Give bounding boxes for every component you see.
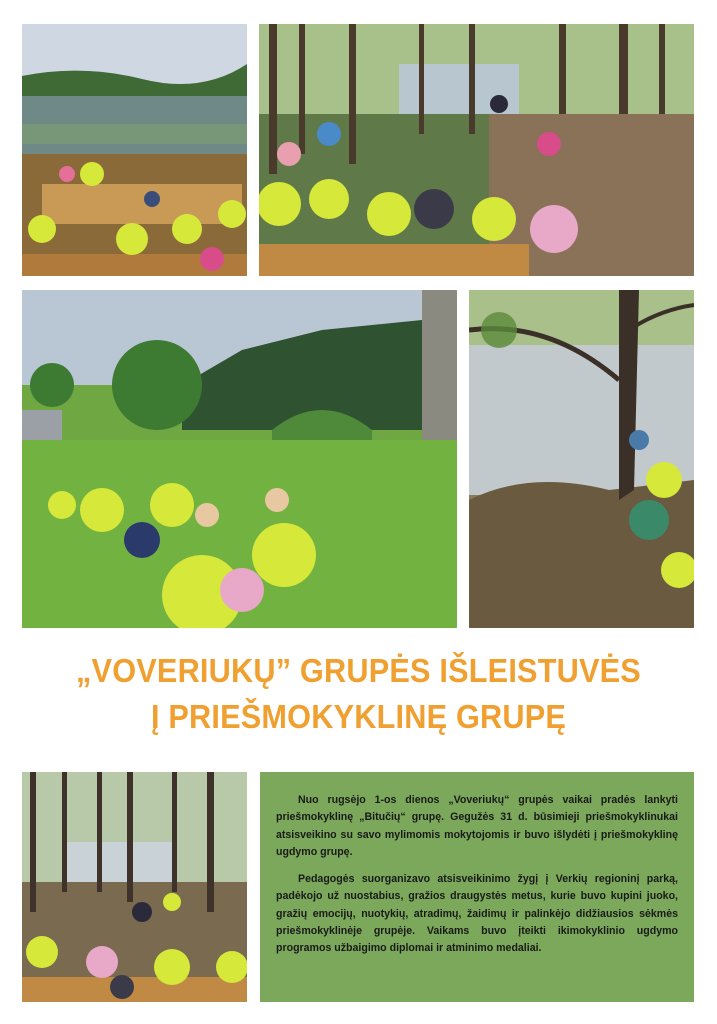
article-text-box [260,772,694,1002]
article-paragraph-1: Nuo rugsėjo 1-os dienos „Voveriukų“ grupės vaikai pradės lankyti priešmokyklinę „Bitučių“ grupę. Gegužės 31 d. būsimieji priešmokyklinukai atsisveikino su savo mylimomis mokytojomis ir buvo išlydėti į priešmokyklinę ugdymo grupę. [276,794,678,858]
photo-forest-group [22,772,247,1002]
photo-meadow-children [22,290,457,628]
article-paragraph-2: Pedagogės suorganizavo atsisveikinimo žygį į Verkių regioninį parką, padėkojo už nuostabius, gražios draugystės metus, kurie buvo kupini juoko, gražių emocijų, nuotykių, atradimų, žaidimų ir palinkėjo didžiausios sėkmės priešmokyklinėje grupėje. Vaikams buvo įteikti ikimokyklinio ugdymo programos užbaigimo diplomai ir atminimo medaliai. [276,873,678,955]
headline-line-1: „VOVERIUKŲ” GRUPĖS IŠLEISTUVĖS [76,652,641,689]
photo-forest-picnic [259,24,694,276]
photo-lake-picnic [22,24,247,276]
headline-line-2: Į PRIEŠMOKYKLINĘ GRUPĘ [150,698,567,735]
article-headline [25,648,692,740]
photo-lakeshore-tree [469,290,694,628]
